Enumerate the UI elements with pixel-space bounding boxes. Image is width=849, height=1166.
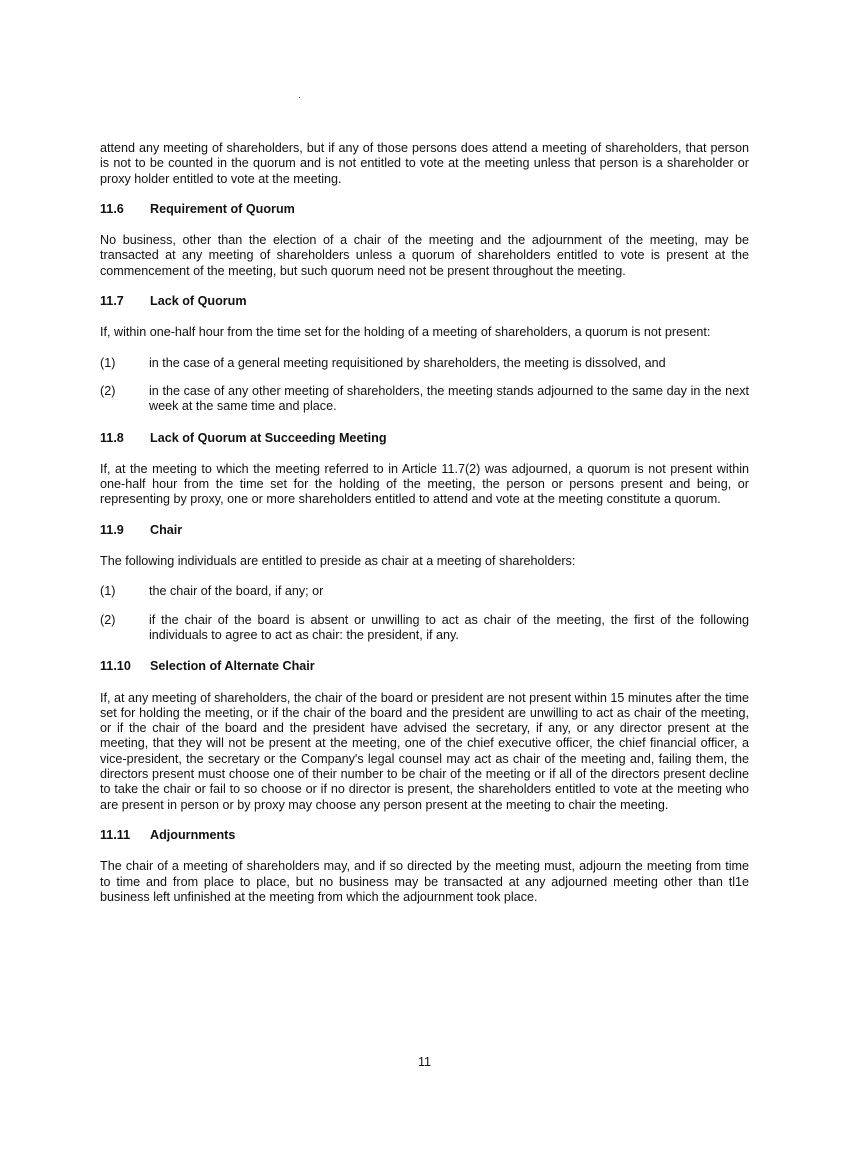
list-item xyxy=(100,584,749,599)
document-body xyxy=(100,141,749,920)
section-heading-11-8 xyxy=(100,431,749,446)
section-heading-11-9 xyxy=(100,523,749,538)
list-item-text: in the case of any other meeting of shareholders, the meeting stands adjourned to the same day in the next week at the same time and place. xyxy=(149,383,749,414)
list-item xyxy=(100,384,749,415)
section-heading-11-11 xyxy=(100,828,749,843)
list-item-label: (2) xyxy=(100,612,116,627)
section-number: 11.9 xyxy=(100,522,124,537)
section-body-11-10: If, at any meeting of shareholders, the chair of the board or president are not present within 15 minutes after the time set for holding the meeting, or if the chair of the board and the president are unwilling to act as chair of the meeting, or if the chair of the board and the president have advised the secretary, if any, or any director present at the meeting, that they will not be present at the meeting, one of the chief executive officer, the chief financial officer, a vice-president, the secretary or the Company's legal counsel may act as chair of the meeting and, failing them, the directors present must choose one of their number to be chair of the meeting or if all of the directors present decline to take the chair or fail to so choose or if no director is present, the shareholders entitled to vote at the meeting who are present in person or by proxy may choose any person present at the meeting to chair the meeting. xyxy=(100,690,749,812)
section-heading-11-10 xyxy=(100,659,749,674)
section-title: Lack of Quorum at Succeeding Meeting xyxy=(150,430,387,445)
section-body-11-9: The following individuals are entitled to preside as chair at a meeting of shareholders: xyxy=(100,554,576,569)
page-number: 11 xyxy=(417,1055,432,1069)
list-item-text: if the chair of the board is absent or unwilling to act as chair of the meeting, the first of the following individuals to agree to act as chair: the president, if any. xyxy=(149,612,749,642)
section-body-11-11: The chair of a meeting of shareholders may, and if so directed by the meeting must, adjourn the meeting from time to time and from place to place, but no business may be transacted at any adjourned meeting other than tl1e business left unfinished at the meeting from which the adjournment took place. xyxy=(100,859,749,904)
section-body-11-6: No business, other than the election of a chair of the meeting and the adjournment of the meeting, may be transacted at any meeting of shareholders unless a quorum of shareholders entitled to vote is present at the commencement of the meeting, but such quorum need not be present throughout the meeting. xyxy=(100,233,749,278)
section-title: Lack of Quorum xyxy=(150,294,247,309)
section-title: Selection of Alternate Chair xyxy=(150,659,315,674)
intro-paragraph: attend any meeting of shareholders, but if any of those persons does attend a meeting of shareholders, that person is not to be counted in the quorum and is not entitled to vote at the meeting unless that person is a shareholder or proxy holder entitled to vote at the meeting. xyxy=(100,141,749,186)
section-number: 11.8 xyxy=(100,430,124,445)
section-title: Adjournments xyxy=(150,827,236,842)
section-number: 11.6 xyxy=(100,201,124,216)
list-item-text: the chair of the board, if any; or xyxy=(149,584,324,599)
list-item-text: in the case of a general meeting requisitioned by shareholders, the meeting is dissolved, and xyxy=(149,355,666,370)
list-item xyxy=(100,356,749,371)
list-item-label: (1) xyxy=(100,584,116,599)
section-body-11-8: If, at the meeting to which the meeting referred to in Article 11.7(2) was adjourned, a quorum is not present within one-half hour from the time set for the holding of the meeting, the person or persons present and being, or representing by proxy, one or more shareholders entitled to attend and vote at the meeting constitute a quorum. xyxy=(100,461,749,507)
list-item-label: (2) xyxy=(100,383,116,398)
section-title: Chair xyxy=(150,522,183,537)
section-heading-11-7 xyxy=(100,294,749,309)
section-number: 11.10 xyxy=(100,659,131,674)
section-number: 11.7 xyxy=(100,294,124,309)
list-item-label: (1) xyxy=(100,355,116,370)
section-body-11-7: If, within one-half hour from the time set for the holding of a meeting of shareholders, a quorum is not present: xyxy=(100,325,711,340)
list-item xyxy=(100,613,749,644)
section-heading-11-6 xyxy=(100,202,749,217)
section-number: 11.11 xyxy=(100,827,131,842)
section-title: Requirement of Quorum xyxy=(150,201,295,216)
scan-speck xyxy=(299,97,300,98)
